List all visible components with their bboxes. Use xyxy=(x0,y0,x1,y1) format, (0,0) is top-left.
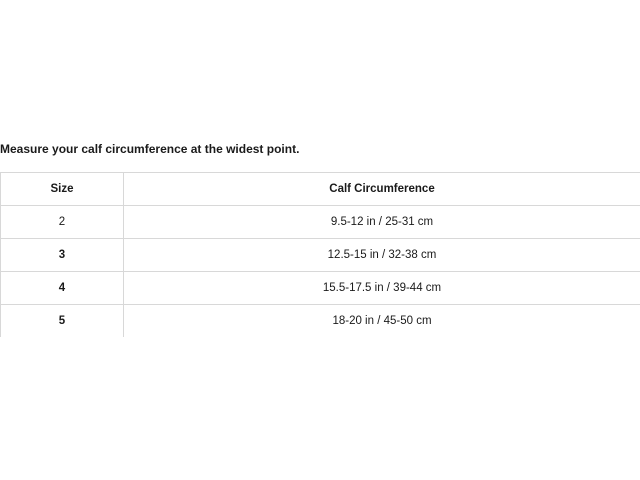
table-row xyxy=(1,239,640,272)
table-row xyxy=(1,272,640,305)
size-cell: 2 xyxy=(1,206,124,239)
size-column-header: Size xyxy=(1,173,124,206)
measurement-instruction: Measure your calf circumference at the widest point. xyxy=(0,142,300,156)
size-cell: 5 xyxy=(1,305,124,338)
calf-circumference-column-header: Calf Circumference xyxy=(124,173,640,206)
size-cell: 3 xyxy=(1,239,124,272)
calf-range-cell: 18-20 in / 45-50 cm xyxy=(124,305,640,338)
calf-range-cell: 15.5-17.5 in / 39-44 cm xyxy=(124,272,640,305)
table-row xyxy=(1,305,640,338)
size-cell: 4 xyxy=(1,272,124,305)
calf-range-cell: 12.5-15 in / 32-38 cm xyxy=(124,239,640,272)
table-row xyxy=(1,206,640,239)
table-header-row xyxy=(1,173,640,206)
calf-size-table xyxy=(0,172,640,337)
calf-range-cell: 9.5-12 in / 25-31 cm xyxy=(124,206,640,239)
